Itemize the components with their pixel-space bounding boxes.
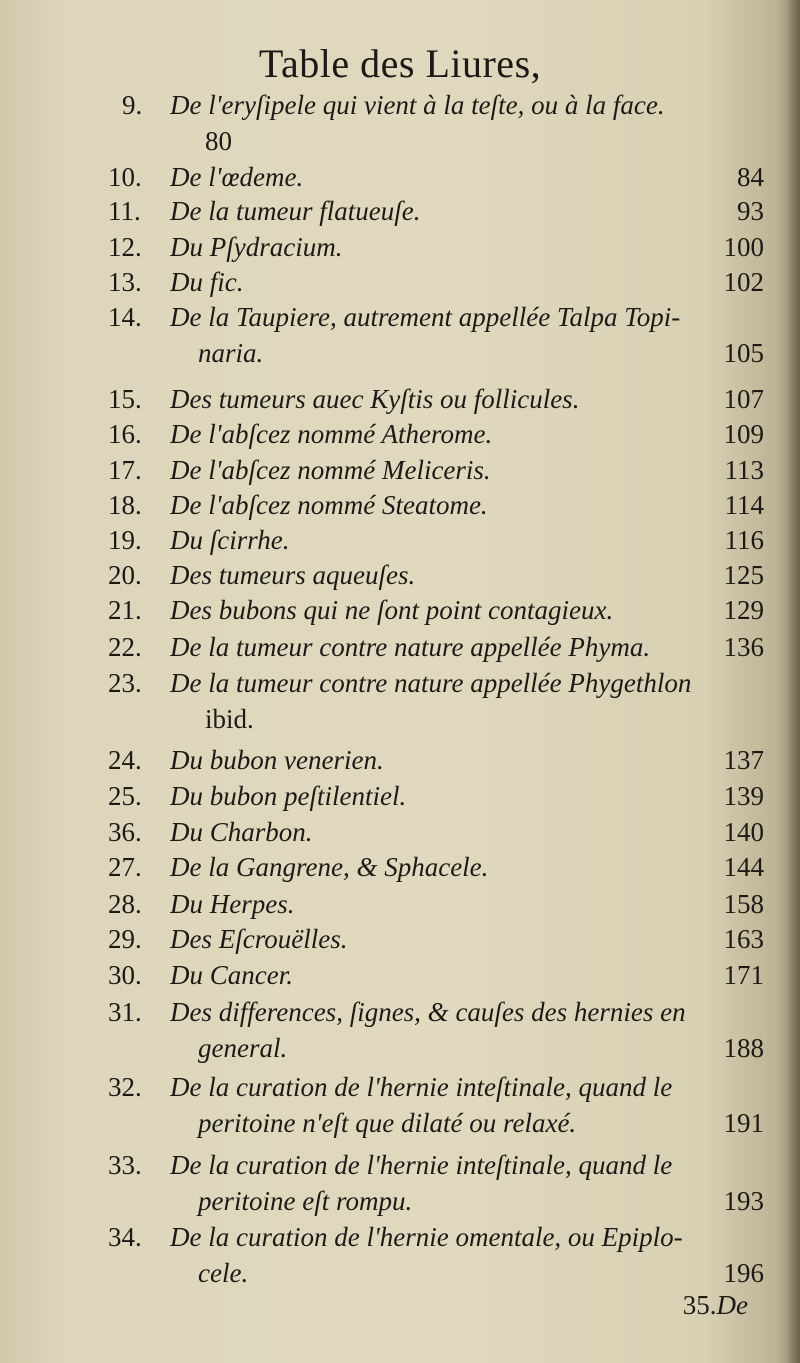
toc-entry-page: 93 bbox=[737, 196, 764, 226]
toc-entry-number: 13. bbox=[108, 267, 142, 297]
toc-entry-page: 102 bbox=[723, 267, 764, 297]
toc-entry-continuation: cele. bbox=[198, 1258, 249, 1288]
toc-entry-title: Du fic. bbox=[170, 267, 244, 297]
toc-entry-title: De l'eryſipele qui vient à la teſte, ou à la face. bbox=[170, 90, 665, 120]
toc-entry bbox=[0, 593, 800, 629]
toc-entry-continuation: general. bbox=[198, 1033, 288, 1063]
toc-entry-continuation: peritoine eſt rompu. bbox=[198, 1186, 413, 1216]
toc-entry-number: 27. bbox=[108, 852, 142, 882]
toc-entry bbox=[0, 887, 800, 923]
toc-entry-page: 100 bbox=[723, 232, 764, 262]
toc-entry-page: 136 bbox=[723, 632, 764, 662]
toc-entry bbox=[0, 743, 800, 779]
toc-entry bbox=[0, 779, 800, 815]
toc-entry-page: 80 bbox=[205, 126, 232, 156]
toc-entry-page: 107 bbox=[723, 384, 764, 414]
toc-entry-number: 25. bbox=[108, 781, 142, 811]
toc-entry-number: 21. bbox=[108, 595, 142, 625]
toc-entry-number: 32. bbox=[108, 1072, 142, 1102]
toc-entry bbox=[0, 523, 800, 559]
toc-entry-number: 19. bbox=[108, 525, 142, 555]
toc-entry-page: 109 bbox=[723, 419, 764, 449]
toc-entry bbox=[0, 995, 800, 1067]
catchword-number: 35. bbox=[682, 1290, 717, 1320]
toc-entry bbox=[0, 417, 800, 453]
toc-entry-title: De la tumeur flatueuſe. bbox=[170, 196, 421, 226]
toc-entry-page: 105 bbox=[723, 338, 764, 368]
toc-entry-title: Du Cancer. bbox=[170, 960, 293, 990]
toc-entry-continuation: ibid. bbox=[205, 704, 254, 734]
toc-entry bbox=[0, 300, 800, 372]
toc-entry bbox=[0, 230, 800, 266]
toc-entry bbox=[0, 1148, 800, 1220]
toc-entry-number: 12. bbox=[108, 232, 142, 262]
toc-entry-page: 140 bbox=[723, 817, 764, 847]
toc-entry bbox=[0, 630, 800, 666]
toc-entry bbox=[0, 382, 800, 418]
toc-entry-number: 36. bbox=[108, 817, 142, 847]
toc-entry-number: 10. bbox=[108, 162, 142, 192]
toc-entry-page: 125 bbox=[723, 560, 764, 590]
toc-entry-page: 144 bbox=[723, 852, 764, 882]
toc-entry-number: 28. bbox=[108, 889, 142, 919]
toc-entry-title: De l'abſcez nommé Meliceris. bbox=[170, 455, 491, 485]
toc-entry-page: 84 bbox=[737, 162, 764, 192]
toc-entry-number: 22. bbox=[108, 632, 142, 662]
toc-entry-title: Des differences, ſignes, & cauſes des hernies en bbox=[170, 997, 686, 1027]
toc-entry-title: Du Charbon. bbox=[170, 817, 313, 847]
toc-entry-title: Des bubons qui ne ſont point contagieux. bbox=[170, 595, 614, 625]
toc-entry-number: 33. bbox=[108, 1150, 142, 1180]
toc-entry bbox=[0, 850, 800, 886]
toc-entry-page: 114 bbox=[724, 490, 764, 520]
toc-entry bbox=[0, 1220, 800, 1292]
toc-entry-number: 18. bbox=[108, 490, 142, 520]
toc-entry bbox=[0, 265, 800, 301]
toc-entry-number: 16. bbox=[108, 419, 142, 449]
toc-entry-title: Du Herpes. bbox=[170, 889, 295, 919]
toc-entry-number: 29. bbox=[108, 924, 142, 954]
toc-entry-page: 139 bbox=[723, 781, 764, 811]
toc-entry-number: 20. bbox=[108, 560, 142, 590]
toc-entry bbox=[0, 1070, 800, 1142]
toc-entry bbox=[0, 666, 800, 738]
toc-entry-page: 196 bbox=[723, 1258, 764, 1288]
toc-entry-number: 15. bbox=[108, 384, 142, 414]
toc-entry bbox=[0, 558, 800, 594]
toc-entry-page: 171 bbox=[723, 960, 764, 990]
toc-entry-page: 188 bbox=[723, 1033, 764, 1063]
toc-entry-title: De la Taupiere, autrement appellée Talpa Topi- bbox=[170, 302, 681, 332]
toc-entry-title: De la curation de l'hernie inteſtinale, quand le bbox=[170, 1150, 673, 1180]
toc-entry-number: 14. bbox=[108, 302, 142, 332]
toc-entry bbox=[0, 194, 800, 230]
toc-entry-title: Des tumeurs aqueuſes. bbox=[170, 560, 416, 590]
toc-entry-number: 17. bbox=[108, 455, 142, 485]
toc-entry-number: 11. bbox=[108, 196, 141, 226]
toc-entry-number: 30. bbox=[108, 960, 142, 990]
catchword-word: De bbox=[716, 1290, 748, 1320]
toc-entry-number: 24. bbox=[108, 745, 142, 775]
toc-entry-number: 31. bbox=[108, 997, 142, 1027]
toc-entry-title: De la curation de l'hernie inteſtinale, quand le bbox=[170, 1072, 673, 1102]
toc-entry-continuation: naria. bbox=[198, 338, 264, 368]
toc-entry bbox=[0, 922, 800, 958]
page-header: Table des Liures, bbox=[258, 41, 542, 86]
toc-entry-title: Des Eſcrouëlles. bbox=[170, 924, 348, 954]
toc-entry-title: Du bubon venerien. bbox=[170, 745, 384, 775]
toc-entry-title: De l'abſcez nommé Atherome. bbox=[170, 419, 493, 449]
toc-entry-title: De la curation de l'hernie omentale, ou Epiplo- bbox=[170, 1222, 683, 1252]
toc-entry-page: 137 bbox=[723, 745, 764, 775]
toc-entry-page: 158 bbox=[723, 889, 764, 919]
toc-entry-number: 9. bbox=[122, 90, 143, 120]
toc-entry bbox=[0, 453, 800, 489]
toc-entry-page: 116 bbox=[724, 525, 764, 555]
toc-entry-title: De l'abſcez nommé Steatome. bbox=[170, 490, 488, 520]
toc-entry bbox=[0, 958, 800, 994]
toc-entry-page: 113 bbox=[724, 455, 764, 485]
toc-entry-continuation: peritoine n'eſt que dilaté ou relaxé. bbox=[198, 1108, 577, 1138]
toc-entry-title: Du ſcirrhe. bbox=[170, 525, 290, 555]
toc-entry bbox=[0, 88, 800, 160]
toc-entry-title: Du bubon peſtilentiel. bbox=[170, 781, 407, 811]
toc-entry-number: 34. bbox=[108, 1222, 142, 1252]
toc-entry-page: 193 bbox=[723, 1186, 764, 1216]
catchword bbox=[683, 1290, 748, 1321]
toc-entry-title: De la Gangrene, & Sphacele. bbox=[170, 852, 489, 882]
toc-entry-page: 191 bbox=[723, 1108, 764, 1138]
toc-entry bbox=[0, 488, 800, 524]
toc-entry-number: 23. bbox=[108, 668, 142, 698]
toc-entry bbox=[0, 815, 800, 851]
toc-entry-title: Des tumeurs auec Kyſtis ou follicules. bbox=[170, 384, 580, 414]
toc-entry-page: 129 bbox=[723, 595, 764, 625]
toc-entry bbox=[0, 160, 800, 196]
toc-entry-page: 163 bbox=[723, 924, 764, 954]
toc-entry-title: De la tumeur contre nature appellée Phygethlon bbox=[170, 668, 692, 698]
toc-entry-title: De l'œdeme. bbox=[170, 162, 304, 192]
toc-entry-title: De la tumeur contre nature appellée Phyma. bbox=[170, 632, 651, 662]
toc-entry-title: Du Pſydracium. bbox=[170, 232, 343, 262]
